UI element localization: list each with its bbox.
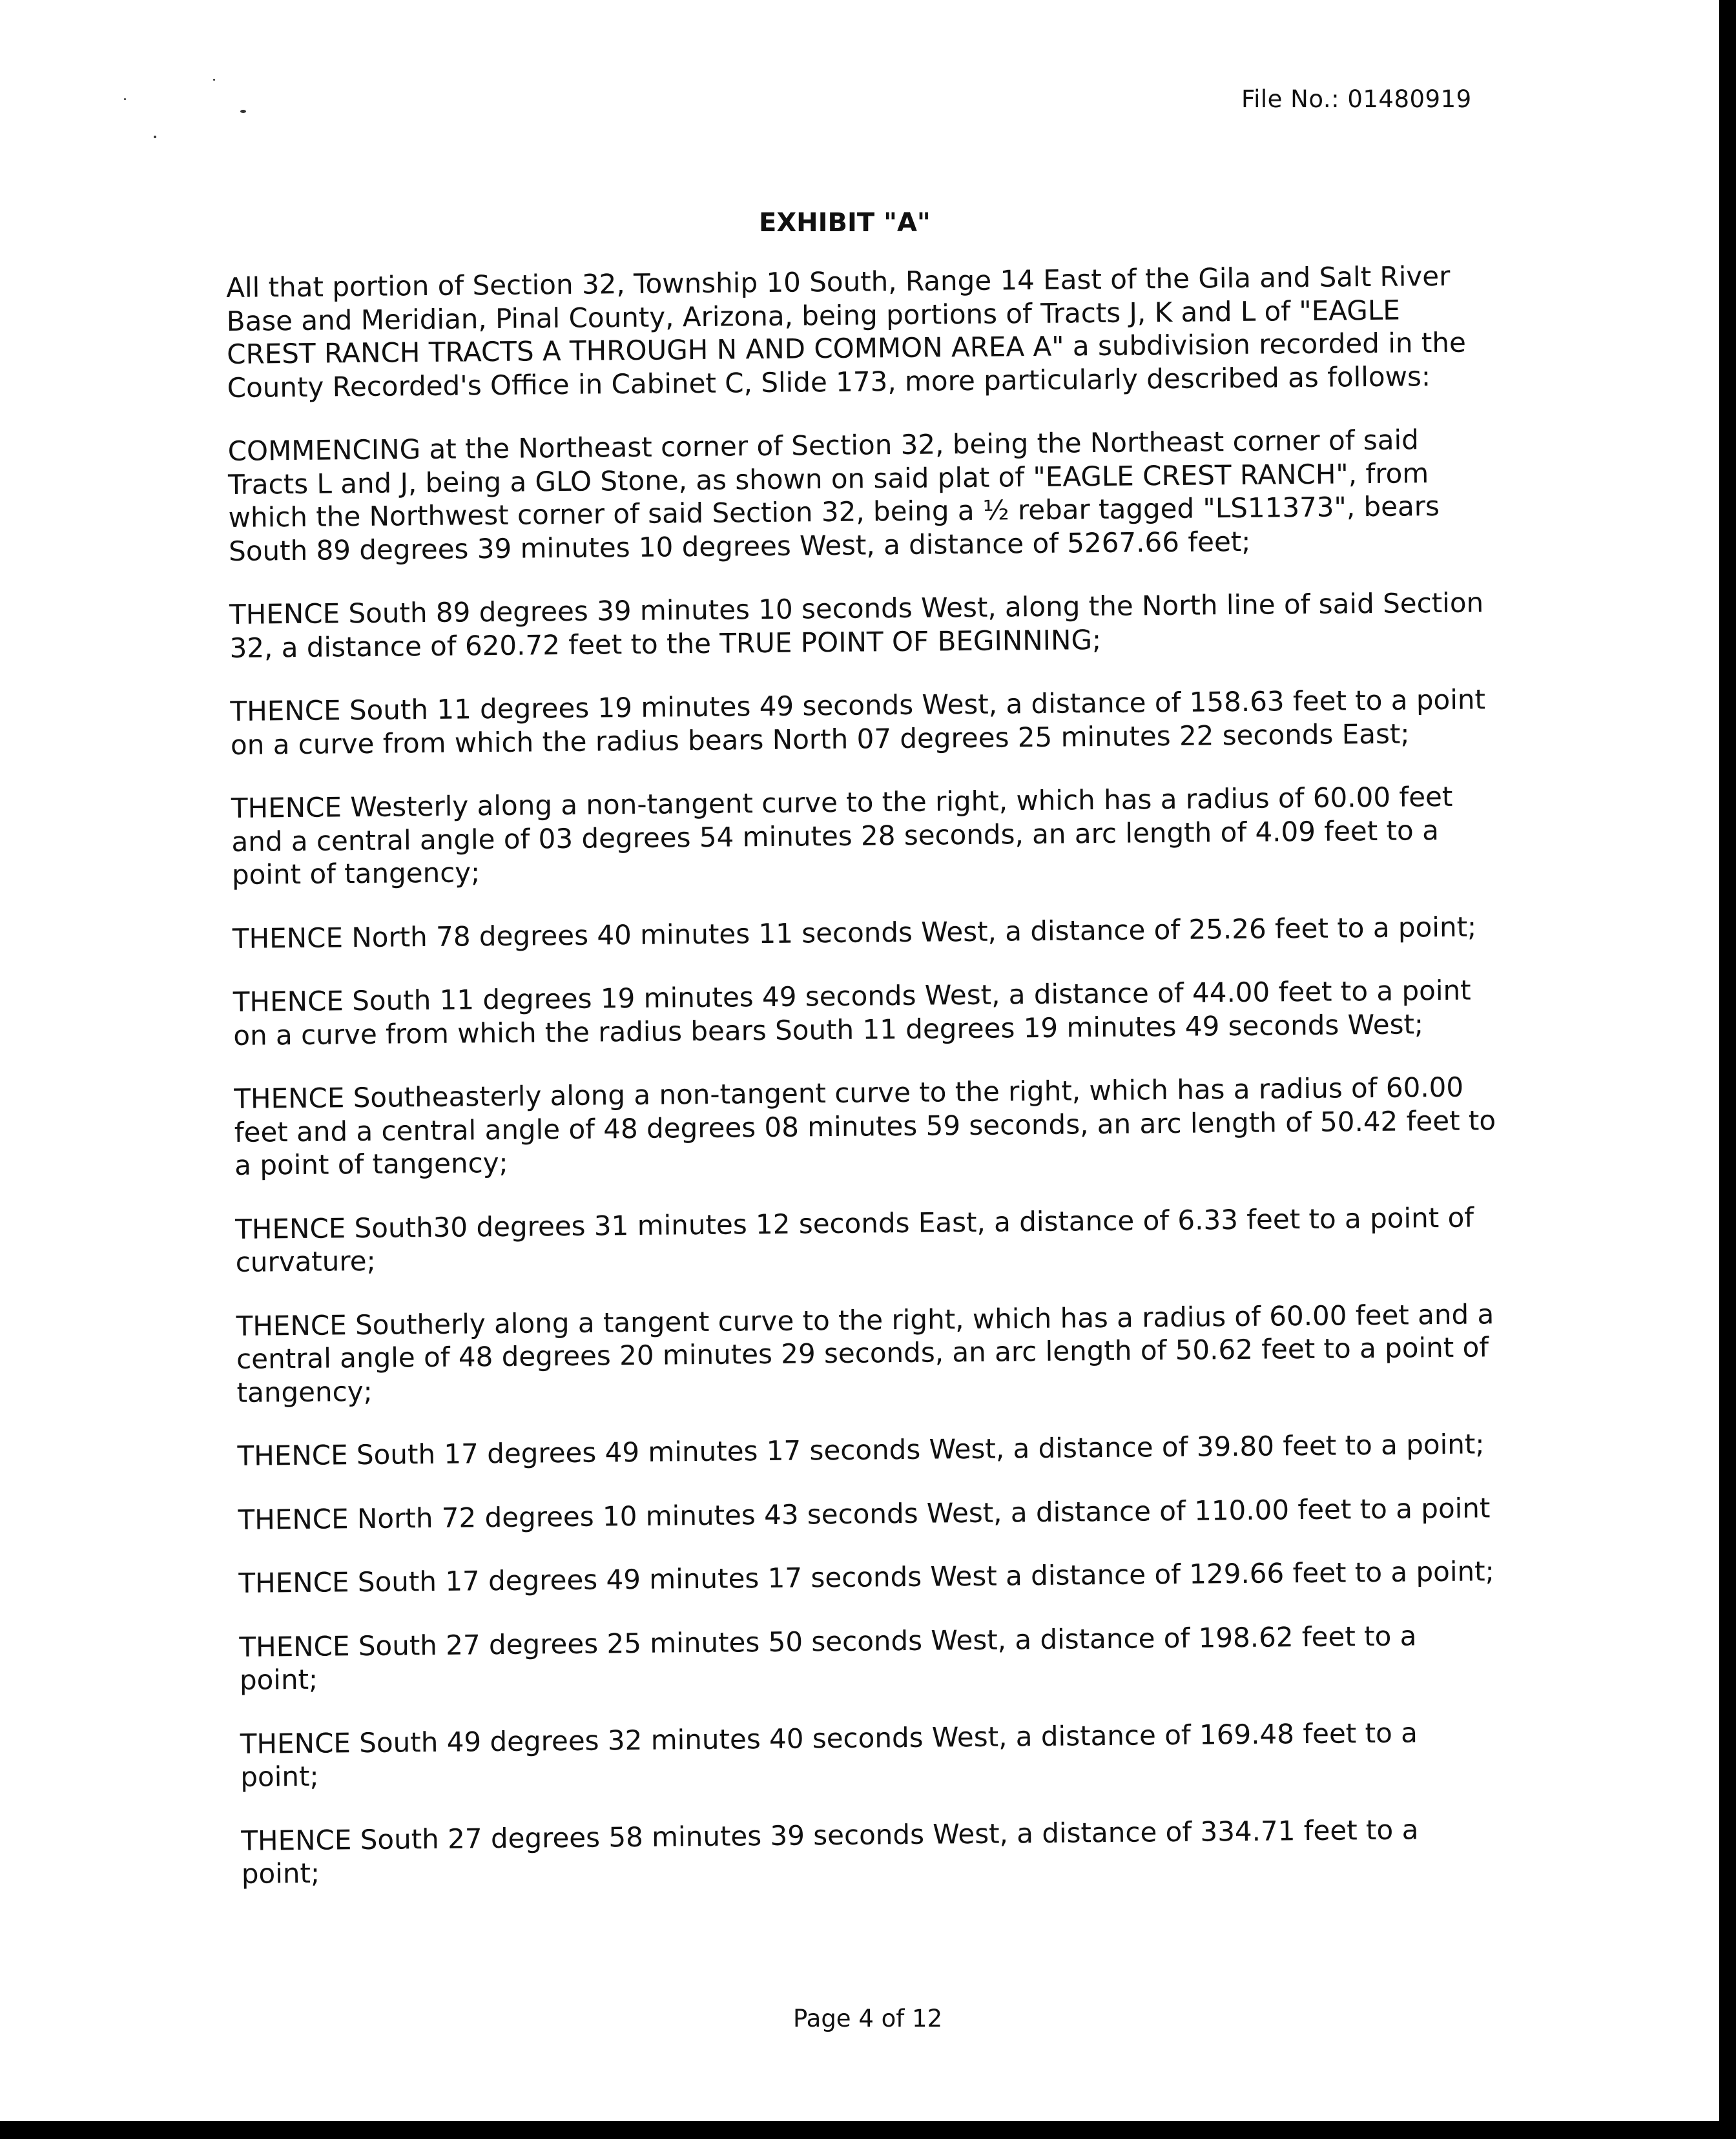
commencing-paragraph: COMMENCING at the Northeast corner of Section 32, being the Northeast corner of said Tracts L and J, being a GLO Stone, as shown on said plat of "EAGLE CREST RANCH", from which the Northwest corner of said Section 32, being a ½ rebar tagged "LS11373", bears South 89 degrees 39 minutes 10 degrees West, a distance of 5267.66 feet; xyxy=(227,424,1440,567)
course-paragraph: THENCE North 78 degrees 40 minutes 11 seconds West, a distance of 25.26 feet to a point; xyxy=(232,910,1477,955)
course-paragraph: THENCE South 17 degrees 49 minutes 17 seconds West a distance of 129.66 feet to a point; xyxy=(238,1555,1494,1599)
course-paragraph: THENCE Southerly along a tangent curve to the right, which has a radius of 60.00 feet and a central angle of 48 degrees 20 minutes 29 seconds, an arc length of 50.62 feet to a point of tangency; xyxy=(236,1297,1494,1409)
scan-speck xyxy=(154,136,156,138)
scan-speck xyxy=(124,98,126,100)
course-paragraph: THENCE South 27 degrees 58 minutes 39 seconds West, a distance of 334.71 feet to a point; xyxy=(241,1813,1419,1890)
course-paragraph: THENCE North 72 degrees 10 minutes 43 seconds West, a distance of 110.00 feet to a point xyxy=(238,1491,1491,1536)
course-paragraph: THENCE South 27 degrees 25 minutes 50 seconds West, a distance of 198.62 feet to a point; xyxy=(239,1619,1417,1696)
scan-speck xyxy=(213,79,215,81)
intro-paragraph: All that portion of Section 32, Township 10 South, Range 14 East of the Gila and Salt River Base and Meridian, Pinal County, Arizona, being portions of Tracts J, K and L of "EAGLE CREST RANCH TRACTS A THROUGH N AND COMMON AREA A" a subdivision recorded in the County Recorded's Office in Cabinet C, Slide 173, more particularly described as follows: xyxy=(226,260,1467,404)
legal-description xyxy=(226,259,1507,1921)
scan-speck xyxy=(240,110,246,113)
file-number: File No.: 01480919 xyxy=(1241,85,1472,113)
course-paragraph: THENCE South 11 degrees 19 minutes 49 seconds West, a distance of 44.00 feet to a point on a curve from which the radius bears South 11 degrees 19 minutes 49 seconds West; xyxy=(232,974,1471,1051)
course-paragraph: THENCE South 11 degrees 19 minutes 49 seconds West, a distance of 158.63 feet to a point on a curve from which the radius bears North 07 degrees 25 minutes 22 seconds East; xyxy=(230,683,1486,761)
page-number: Page 4 of 12 xyxy=(793,2005,943,2032)
course-paragraph: THENCE South 17 degrees 49 minutes 17 seconds West, a distance of 39.80 feet to a point; xyxy=(237,1428,1485,1472)
course-paragraph: THENCE Westerly along a non-tangent curve to the right, which has a radius of 60.00 feet and a central angle of 03 degrees 54 minutes 28 seconds, an arc length of 4.09 feet to a point of tangency; xyxy=(231,780,1453,891)
course-paragraph: THENCE South30 degrees 31 minutes 12 seconds East, a distance of 6.33 feet to a point of curvature; xyxy=(235,1201,1474,1278)
course-paragraph: THENCE Southeasterly along a non-tangent curve to the right, which has a radius of 60.00 feet and a central angle of 48 degrees 08 minutes 59 seconds, an arc length of 50.42 feet to a point of tangency; xyxy=(234,1071,1496,1181)
exhibit-title: EXHIBIT "A" xyxy=(759,208,931,238)
course-paragraph: THENCE South 49 degrees 32 minutes 40 seconds West, a distance of 169.48 feet to a point; xyxy=(240,1716,1418,1793)
course-paragraph: THENCE South 89 degrees 39 minutes 10 seconds West, along the North line of said Section 32, a distance of 620.72 feet to the TRUE POINT OF BEGINNING; xyxy=(229,586,1484,664)
